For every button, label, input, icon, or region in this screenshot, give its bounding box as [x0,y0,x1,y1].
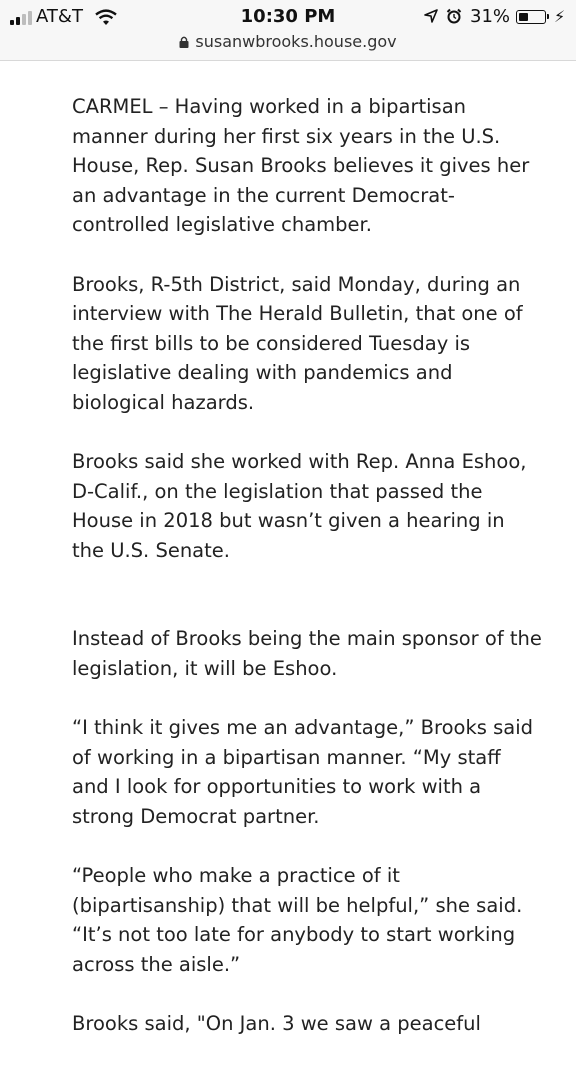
carrier-label: AT&T [36,6,83,27]
article-paragraph: CARMEL – Having worked in a bipartisan manner during her first six years in the U.S. House, Rep. Susan Brooks believes it gives her an advantage in the current Democrat-controlled legislative chamber. [72,95,530,236]
location-arrow-icon [424,9,438,23]
browser-top-bar [0,0,576,61]
article-paragraph: Brooks said, "On Jan. 3 we saw a peaceful [72,1012,481,1035]
article-paragraph: Brooks said she worked with Rep. Anna Eshoo, D-Calif., on the legislation that passed the House in 2018 but wasn’t given a hearing in the U.S. Senate. [72,450,527,562]
url-text: susanwbrooks.house.gov [195,32,397,51]
charging-bolt-icon: ⚡ [554,7,566,26]
article-paragraph: “I think it gives me an advantage,” Brooks said of working in a bipartisan manner. “My staff and I look for opportunities to work with a strong Democrat partner. [72,716,534,828]
battery-icon [516,10,546,24]
clock: 10:30 PM [240,6,336,27]
article-paragraph: Brooks, R-5th District, said Monday, during an interview with The Herald Bulletin, that one of the first bills to be considered Tuesday is legislative dealing with pandemics and biological hazards. [72,272,523,414]
battery-percentage: 31% [470,6,511,27]
article-paragraph: “People who make a practice of it (bipartisanship) that will be helpful,” she said. “It’s not too late for anybody to start working across the aisle.” [72,864,523,976]
alarm-clock-icon [446,8,462,24]
lock-icon [179,36,189,48]
status-bar [0,0,576,34]
article-paragraph: Instead of Brooks being the main sponsor of the legislation, it will be Eshoo. [72,627,542,680]
address-bar[interactable] [0,32,576,54]
article-body [72,32,542,1069]
